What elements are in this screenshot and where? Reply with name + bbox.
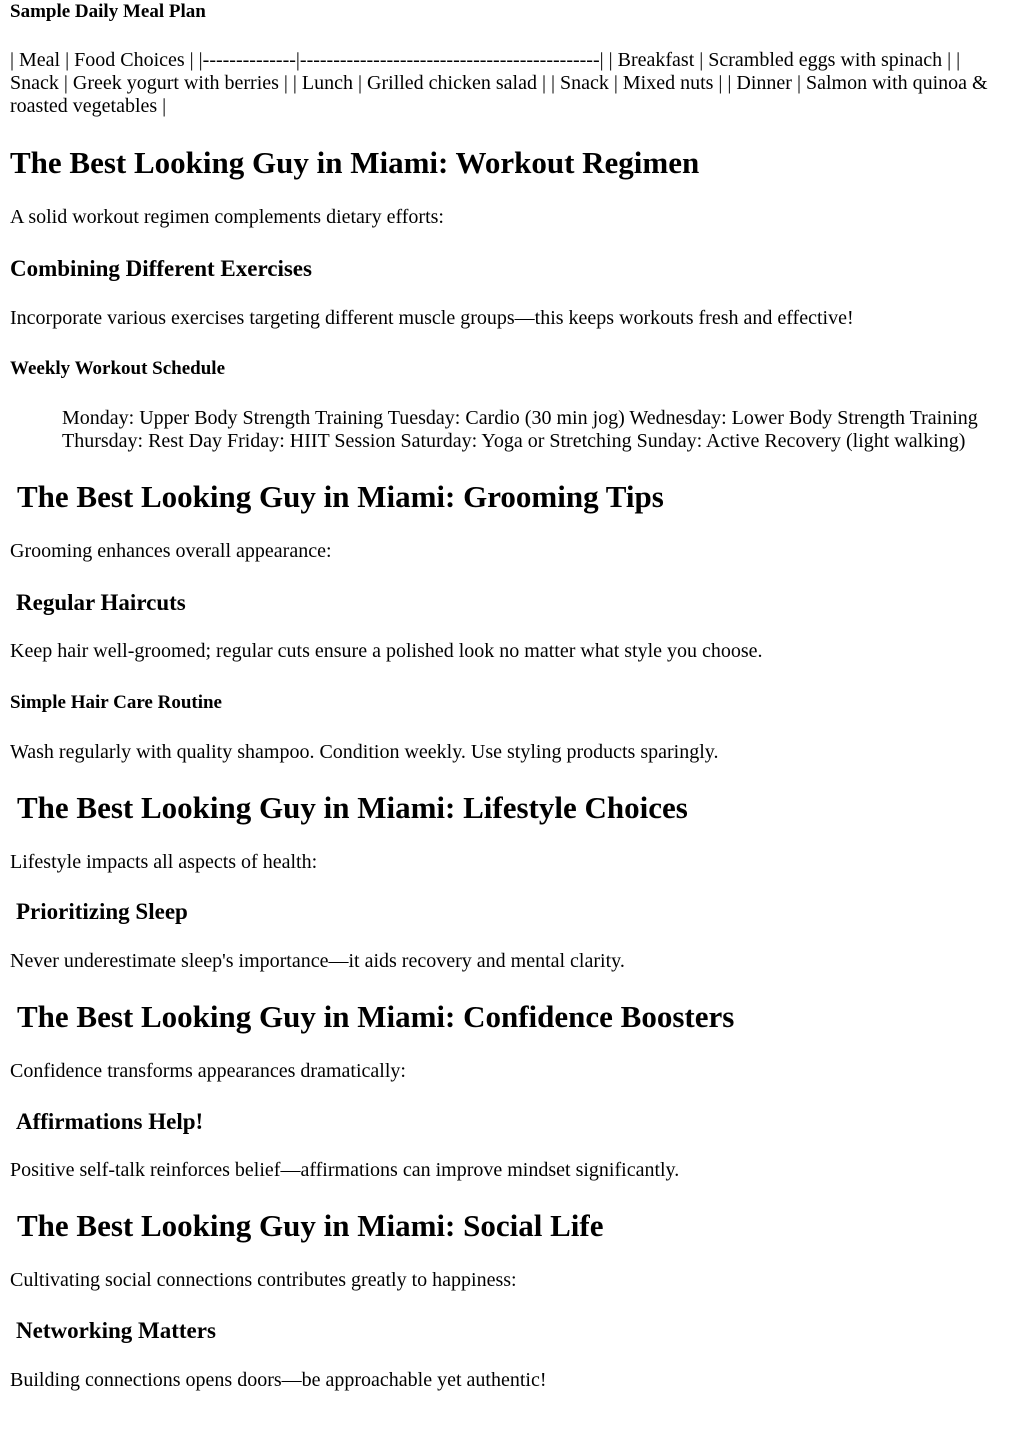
grooming-intro: Grooming enhances overall appearance: xyxy=(10,540,332,562)
workout-intro: A solid workout regimen complements dietary efforts: xyxy=(10,206,444,228)
confidence-section-title: The Best Looking Guy in Miami: Confidence Boosters xyxy=(17,999,735,1034)
workout-schedule-heading: Weekly Workout Schedule xyxy=(10,358,226,379)
social-intro: Cultivating social connections contributes greatly to happiness: xyxy=(10,1269,517,1291)
lifestyle-body: Never underestimate sleep's importance—it aids recovery and mental clarity. xyxy=(10,950,625,972)
grooming-section-title: The Best Looking Guy in Miami: Grooming Tips xyxy=(17,479,664,514)
social-subheading: Networking Matters xyxy=(16,1318,216,1343)
confidence-intro: Confidence transforms appearances dramatically: xyxy=(10,1060,406,1082)
grooming-subheading: Regular Haircuts xyxy=(16,590,186,615)
lifestyle-intro: Lifestyle impacts all aspects of health: xyxy=(10,851,318,873)
grooming-body: Keep hair well-groomed; regular cuts ensure a polished look no matter what style you choose. xyxy=(10,640,763,662)
meal-plan-heading: Sample Daily Meal Plan xyxy=(10,1,206,22)
social-body: Building connections opens doors—be approachable yet authentic! xyxy=(10,1369,547,1391)
workout-schedule-text: Monday: Upper Body Strength Training Tuesday: Cardio (30 min jog) Wednesday: Lower Body Strength Training Thursday: Rest Day Friday: HIIT Session Saturday: Yoga or Stretching Sunday: Active Recovery (light walking) xyxy=(62,407,978,452)
hair-routine-heading: Simple Hair Care Routine xyxy=(10,692,222,713)
social-section-title: The Best Looking Guy in Miami: Social Life xyxy=(17,1208,604,1243)
lifestyle-section-title: The Best Looking Guy in Miami: Lifestyle Choices xyxy=(17,790,688,825)
workout-section-title: The Best Looking Guy in Miami: Workout Regimen xyxy=(10,145,700,180)
workout-body: Incorporate various exercises targeting different muscle groups—this keeps workouts fresh and effective! xyxy=(10,307,854,329)
meal-plan-table-text: | Meal | Food Choices | |--------------|---------------------------------------------| | Breakfast | Scrambled eggs with spinach | | Snack | Greek yogurt with berries | | Lunch | Grilled chicken salad | | Snack | Mixed nuts | | Dinner | Salmon with quinoa & roasted vegetables | xyxy=(10,49,988,117)
hair-routine-text: Wash regularly with quality shampoo. Condition weekly. Use styling products sparingly. xyxy=(10,741,719,763)
workout-subheading: Combining Different Exercises xyxy=(10,256,312,281)
confidence-body: Positive self-talk reinforces belief—affirmations can improve mindset significantly. xyxy=(10,1159,680,1181)
lifestyle-subheading: Prioritizing Sleep xyxy=(16,899,188,924)
confidence-subheading: Affirmations Help! xyxy=(16,1109,204,1134)
